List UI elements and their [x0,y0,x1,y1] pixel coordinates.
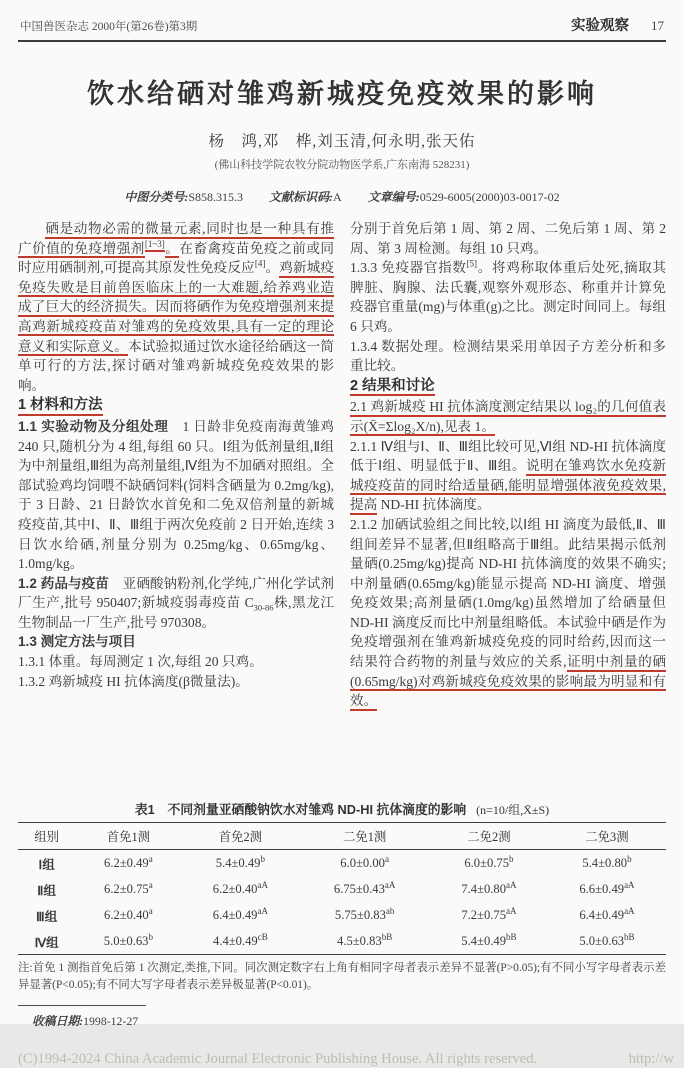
column-header: 二免1测 [299,823,430,850]
column-header: 首免2测 [181,823,299,850]
table-caption-text: 表1 不同剂量亚硒酸钠饮水对雏鸡 ND-HI 抗体滴度的影响 [134,802,467,817]
table-row [18,850,666,877]
paragraph: 2.1.1 Ⅳ组与Ⅰ、Ⅱ、Ⅲ组比较可见,Ⅵ组 ND-HI 抗体滴度低于Ⅰ组、明显低于Ⅱ、Ⅲ组。说明在雏鸡饮水免疫新城疫疫苗的同时给适量硒,能明显增强体液免疫效果,提高 ND-HI 抗体滴度。 [350,437,666,515]
titer-value: $6.75\pm 0.43^{aA}$ [333,879,396,896]
titer-value: $6.6\pm 0.49^{aA}$ [579,879,635,896]
paragraph: 2.1 鸡新城疫 HI 抗体滴度测定结果以 log₂的几何值表示(X̄=Σlog₂X/n),见表 1。 [350,397,666,436]
titer-value: 6.2±0.49$^a$ [104,853,153,870]
titer-value: $6.4\pm 0.49^{aA}$ [579,905,635,922]
titer-value: 5.75±0.83$^{ab}$ [334,905,395,922]
paragraph: 1.3.3 免疫器官指数[5]。将鸡称取体重后处死,摘取其脾脏、胸腺、法氏囊,观察外观形态、称重并计算免疫器官重量(mg)与体重(g)之比。测定时间同上。每组 6 只鸡。 [350,258,666,334]
titer-value: $6.4\pm 0.49^{aA}$ [212,905,268,922]
column-header: 二免3测 [548,823,666,850]
column-header: 组别 [18,823,75,850]
header-rule [18,40,666,42]
titer-value: 5.4±0.49$^b$ [215,853,265,870]
group-label: Ⅱ组 [37,883,57,898]
titer-value: $4.4\pm 0.49^{cB}$ [213,931,268,948]
paragraph: 1.3.4 数据处理。检测结果采用单因子方差分析和多重比较。 [350,338,666,374]
titer-value: $4.5\pm 0.83^{bB}$ [337,931,393,948]
paragraph: 分别于首免后第 1 周、第 2 周、二免后第 1 周、第 2 周、第 3 周检测。每组 10 只鸡。 [350,221,666,256]
footnote-rule [18,1005,146,1006]
paragraph: 硒是动物必需的微量元素,同时也是一种具有推广价值的免疫增强剂[1~3]。在畜禽疫苗免疫之前或同时应用硒制剂,可提高其原发性免疫反应[4]。鸡新城疫免疫失败是目前兽医临床上的一大难题,给养鸡业造成了巨大的经济损失。因而将硒作为免疫增强剂来提高鸡新城疫疫苗对雏鸡的免疫效果,具有一定的理论意义和实际意义。本试验拟通过饮水途径给硒这一简单可行的方法,探讨硒对雏鸡新城疫免疫效果的影响。 [18,221,335,393]
affiliation: (佛山科技学院农牧分院动物医学系,广东南海 528231) [214,159,470,171]
article-id: 文章编号:0529-6005(2000)03-0017-02 [367,190,560,204]
paragraph: 1.3.1 体重。每周测定 1 次,每组 20 只鸡。 [18,654,263,670]
running-head [18,12,666,40]
section-heading: 2 结果和讨论 [350,377,666,397]
body-columns [18,219,666,793]
column-header: 二免2测 [430,823,548,850]
table-note: 注:首免 1 测指首免后第 1 次测定,类推,下同。同次测定数字右上角有相同字母者表示差异不显著(P>0.05);有不同小写字母者表示差异显著(P<0.05);有不同大写字母者表示差异极显著(P<0.01)。 [18,962,666,991]
publisher-watermark: (C)1994-2024 China Academic Journal Electronic Publishing House. All rights reserved. http://w [18,1051,674,1067]
left-column [18,219,334,793]
received-date: 收稿日期:1998-12-27 [32,1014,139,1028]
paragraph: 1.3 测定方法与项目 [18,634,136,650]
titer-value: $5.0\pm 0.63^{bB}$ [579,931,635,948]
titer-value: $5.4\pm 0.49^{bB}$ [461,931,517,948]
table-header-row [18,823,666,850]
titer-value: $7.2\pm 0.75^{aA}$ [461,905,517,922]
paragraph: 1.2 药品与疫苗 亚硒酸钠粉剂,化学纯,广州化学试剂厂生产,批号 950407;新城疫弱毒疫苗 $C_{30-86}$株,黑龙江生物制品一厂生产,批号 970308。 [18,575,334,630]
titer-value: 5.4±0.80$^b$ [582,853,632,870]
titer-value: 6.0±0.75$^b$ [464,853,514,870]
titer-value: 5.0±0.63$^b$ [103,931,153,948]
table-caption-n: (n=10/组,X̄±S) [476,803,550,817]
column-header: 首免1测 [75,823,181,850]
titer-value: $6.2\pm 0.40^{aA}$ [212,879,268,896]
paragraph: 1.1 实验动物及分组处理 1 日龄非免疫南海黄雏鸡 240 只,随机分为 4 组,每组 60 只。Ⅰ组为低剂量组,Ⅱ组为中剂量组,Ⅲ组为高剂量组,Ⅳ组为不加硒对照组。全部试验鸡均饲喂不缺硒饲料(饲料含硒量为 0.2mg/kg),于 3 日龄、21 日龄饮水首免和二免双倍剂量的新城疫疫苗,其中Ⅰ、Ⅱ、Ⅲ组于两次免疫前 2 日开始,连续 3 日饮水给硒,剂量分别为 0.25mg/kg、0.65mg/kg、1.0mg/kg。 [18,418,334,572]
group-label: Ⅰ组 [38,857,55,872]
doc-code: 文献标识码:A [269,190,342,204]
titer-value: 6.2±0.40$^a$ [104,905,153,922]
results-table [18,822,666,955]
table-caption [18,799,666,818]
titer-value: 6.2±0.75$^a$ [104,879,153,896]
journal-name: 中国兽医杂志 2000年(第26卷)第3期 [20,21,198,33]
right-column [350,219,666,793]
group-label: Ⅲ组 [36,909,58,924]
table-row [18,876,666,902]
paragraph: 1.3.2 鸡新城疫 HI 抗体滴度(β微量法)。 [18,673,249,689]
author-list: 杨 鸿,邓 桦,刘玉清,何永明,张天佑 [208,133,476,150]
titer-value: $7.4\pm 0.80^{aA}$ [461,879,517,896]
article-meta [18,188,666,205]
paragraph: 2.1.2 加硒试验组之间比较,以Ⅰ组 HI 滴度为最低,Ⅱ、Ⅲ组间差异不显著,但Ⅱ组略高于Ⅲ组。此结果揭示低剂量硒(0.25mg/kg)提高 ND-HI 抗体滴度的效果不确实;中剂量硒(0.65mg/kg)能显示提高 ND-HI 滴度、增强免疫效果;高剂量硒(1.0mg/kg)虽然增加了给硒量但 ND-HI 滴度反而比中剂量组略低。本试验中硒是作为免疫增强剂在雏鸡新城疫免疫的同时给药,因而这一结果符合药物的剂量与效应的关系,证明中剂量的硒(0.65mg/kg)对鸡新城疫免疫效果的影响最为明显和有效。 [350,515,666,711]
section-heading: 1 材料和方法 [18,396,334,416]
clc-number: 中图分类号:S858.315.3 [124,190,244,204]
table-row [18,928,666,955]
section-label: 实验观察 [571,18,629,34]
table-row [18,902,666,928]
page-number: 17 [651,18,664,33]
group-label: Ⅳ组 [34,935,59,950]
article-title: 饮水给硒对雏鸡新城疫免疫效果的影响 [87,79,597,109]
titer-value: 6.0±0.00$^a$ [340,853,389,870]
